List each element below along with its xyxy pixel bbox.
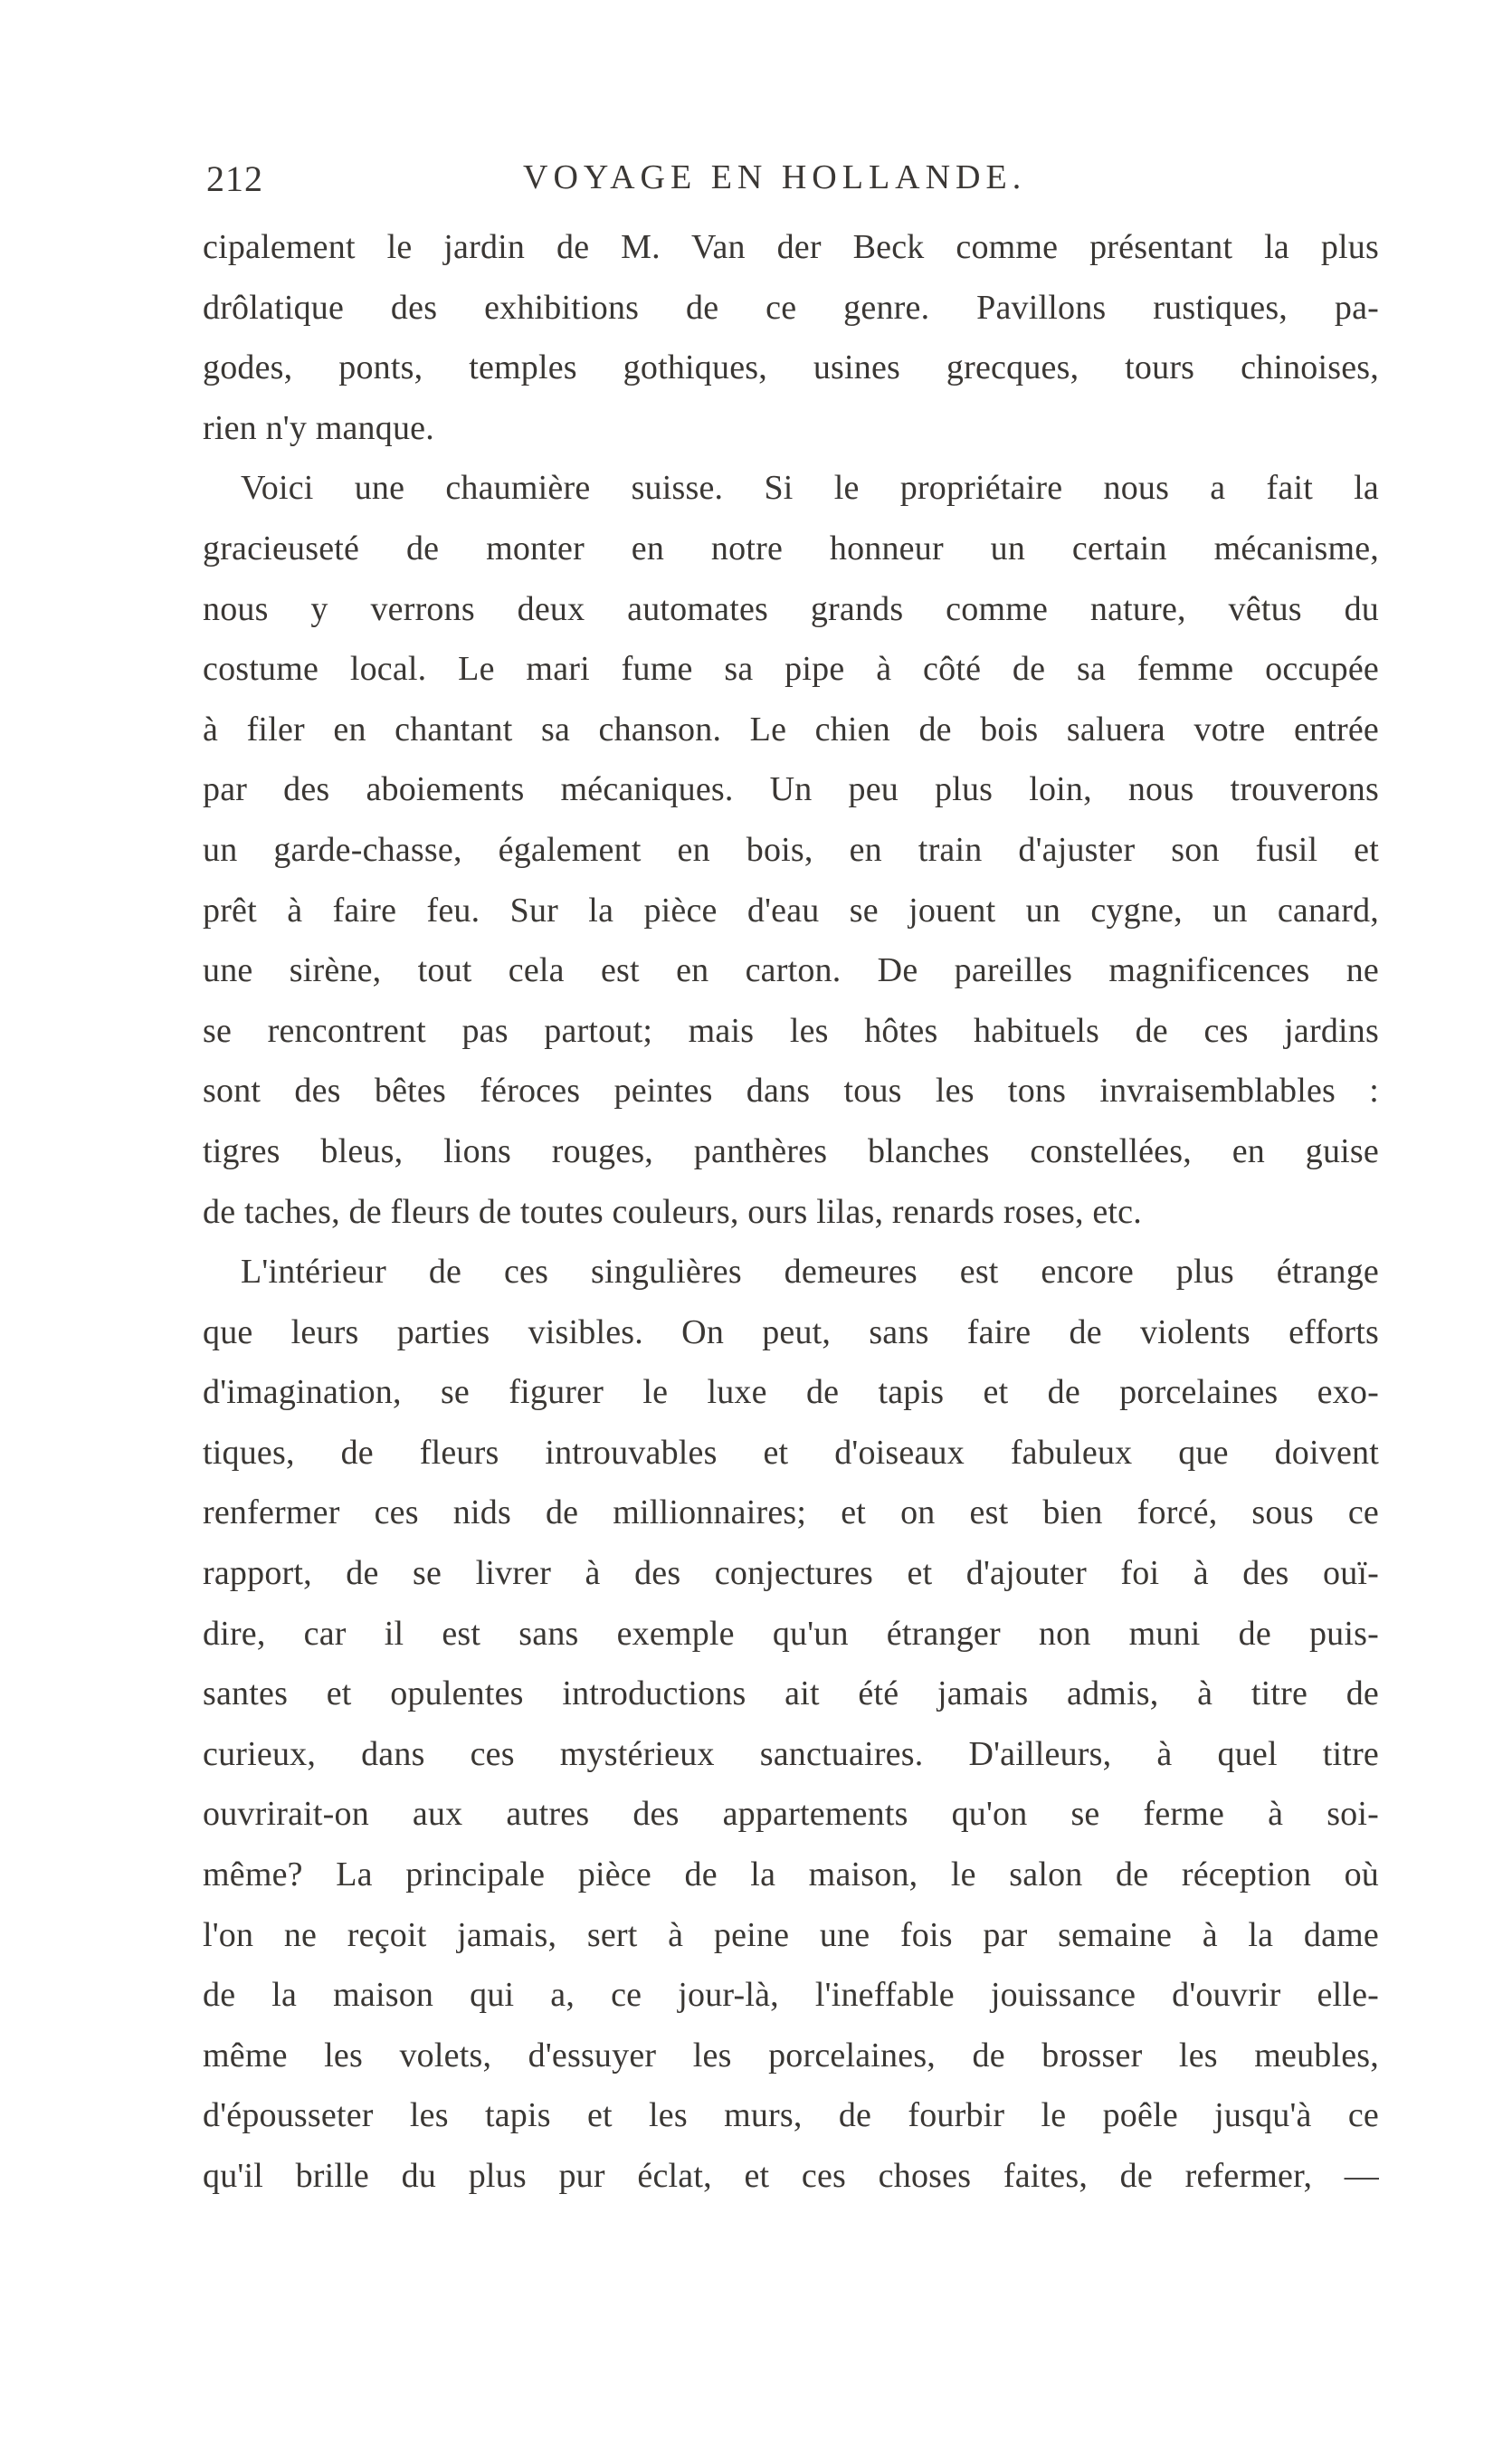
text-line: un garde-chasse, également en bois, en train d'ajuster son fusil et [203, 830, 1379, 869]
text-line: d'épousseter les tapis et les murs, de fourbir le poêle jusqu'à ce [203, 2096, 1379, 2135]
text-line: tiques, de fleurs introuvables et d'oiseaux fabuleux que doivent [203, 1433, 1379, 1472]
text-line: costume local. Le mari fume sa pipe à côté de sa femme occupée [203, 650, 1379, 689]
text-line: de la maison qui a, ce jour-là, l'ineffable jouissance d'ouvrir elle- [203, 1976, 1379, 2015]
text-line: rien n'y manque. [203, 408, 434, 447]
text-line: d'imagination, se figurer le luxe de tapis et de porcelaines exo- [203, 1373, 1379, 1412]
text-line: par des aboiements mécaniques. Un peu plus loin, nous trouverons [203, 770, 1379, 809]
text-line: tigres bleus, lions rouges, panthères blanches constellées, en guise [203, 1131, 1379, 1170]
body-text [203, 217, 1379, 2207]
text-line: santes et opulentes introductions ait été jamais admis, à titre de [203, 1674, 1379, 1713]
text-line: même? La principale pièce de la maison, le salon de réception où [203, 1855, 1379, 1894]
text-line: nous y verrons deux automates grands comme nature, vêtus du [203, 589, 1379, 628]
text-line: dire, car il est sans exemple qu'un étranger non muni de puis- [203, 1614, 1379, 1653]
page-number: 212 [206, 158, 263, 199]
text-line: sont des bêtes féroces peintes dans tous les tons invraisemblables : [203, 1072, 1379, 1111]
text-line: godes, ponts, temples gothiques, usines grecques, tours chinoises, [203, 348, 1379, 387]
text-line: de taches, de fleurs de toutes couleurs, ours lilas, renards roses, etc. [203, 1192, 1142, 1231]
text-line: ouvrirait-on aux autres des appartements qu'on se ferme à soi- [203, 1795, 1379, 1834]
text-line: l'on ne reçoit jamais, sert à peine une fois par semaine à la dame [203, 1915, 1379, 1954]
text-line: rapport, de se livrer à des conjectures et d'ajouter foi à des ouï- [203, 1554, 1379, 1593]
text-line: prêt à faire feu. Sur la pièce d'eau se jouent un cygne, un canard, [203, 891, 1379, 930]
text-line: se rencontrent pas partout; mais les hôtes habituels de ces jardins [203, 1011, 1379, 1050]
text-line: qu'il brille du plus pur éclat, et ces choses faites, de refermer, — [203, 2157, 1379, 2195]
text-line: renfermer ces nids de millionnaires; et on est bien forcé, sous ce [203, 1493, 1379, 1532]
text-line: que leurs parties visibles. On peut, sans faire de violents efforts [203, 1312, 1379, 1351]
text-line: curieux, dans ces mystérieux sanctuaires. D'ailleurs, à quel titre [203, 1734, 1379, 1773]
text-line: Voici une chaumière suisse. Si le propriétaire nous a fait la [241, 469, 1379, 508]
text-line: à filer en chantant sa chanson. Le chien de bois saluera votre entrée [203, 710, 1379, 749]
text-line: une sirène, tout cela est en carton. De pareilles magnificences ne [203, 951, 1379, 990]
page-header [206, 157, 1383, 212]
text-line: même les volets, d'essuyer les porcelaines, de brosser les meubles, [203, 2036, 1379, 2075]
running-title: VOYAGE EN HOLLANDE. [523, 158, 1027, 196]
text-line: L'intérieur de ces singulières demeures est encore plus étrange [241, 1253, 1379, 1292]
text-line: drôlatique des exhibitions de ce genre. Pavillons rustiques, pa- [203, 288, 1379, 327]
text-line: gracieuseté de monter en notre honneur un certain mécanisme, [203, 529, 1379, 568]
text-line: cipalement le jardin de M. Van der Beck comme présentant la plus [203, 228, 1379, 266]
